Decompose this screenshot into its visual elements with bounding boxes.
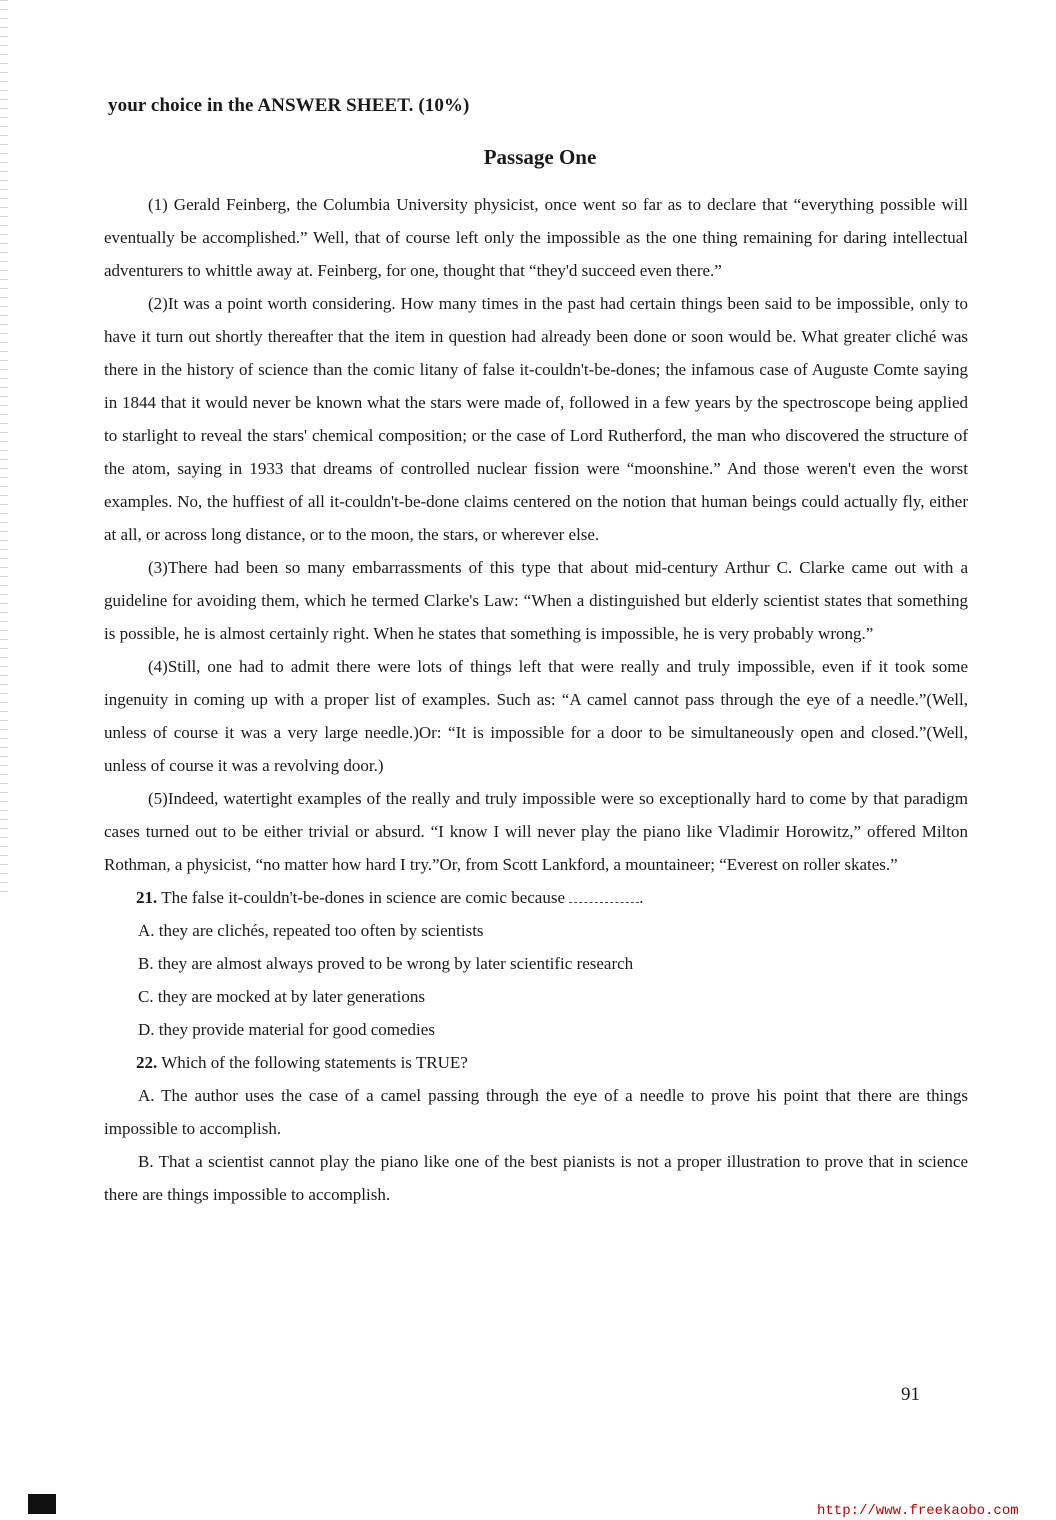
scan-edge-marks (0, 0, 8, 900)
option-22-a: A. The author uses the case of a camel passing through the eye of a needle to prove his point that there are things impossible to accomplish. (104, 1086, 968, 1138)
answer-blank (569, 888, 639, 903)
paragraph-1: (1) Gerald Feinberg, the Columbia University physicist, once went so far as to declare that “everything possible will eventually be accomplished.” Well, that of course left only the impossible as the one thing remaining for daring intellectual adventurers to whittle away at. Feinberg, for one, thought that “they'd succeed even there.” (104, 195, 968, 280)
option-21-c: C. they are mocked at by later generations (138, 987, 425, 1006)
question-21: 21. The false it-couldn't-be-dones in science are comic because . (136, 888, 644, 907)
question-number: 21. (136, 888, 158, 907)
question-stem: The false it-couldn't-be-dones in science are comic because (161, 888, 565, 907)
paragraph-5: (5)Indeed, watertight examples of the really and truly impossible were so exceptionally hard to come by that paradigm cases turned out to be either trivial or absurd. “I know I will never play the piano like Vladimir Horowitz,” offered Milton Rothman, a physicist, “no matter how hard I try.”Or, from Scott Lankford, a mountaineer; “Everest on roller skates.” (104, 789, 968, 874)
option-21-b: B. they are almost always proved to be wrong by later scientific research (138, 954, 634, 973)
page-number: 91 (901, 1384, 920, 1405)
question-number: 22. (136, 1053, 158, 1072)
section-instruction: your choice in the ANSWER SHEET. (10%) (108, 95, 470, 116)
paragraph-3: (3)There had been so many embarrassments of this type that about mid-century Arthur C. Clarke came out with a guideline for avoiding them, which he termed Clarke's Law: “When a distinguished but elderly scientist states that something is possible, he is almost certainly right. When he states that something is impossible, he is very probably wrong.” (104, 558, 968, 643)
registration-mark (28, 1494, 56, 1514)
option-21-d: D. they provide material for good comedies (138, 1020, 435, 1039)
option-21-a: A. they are clichés, repeated too often by scientists (138, 921, 484, 940)
passage-body (104, 188, 968, 1211)
passage-title: Passage One (483, 145, 597, 169)
question-stem: Which of the following statements is TRUE? (161, 1053, 468, 1072)
option-22-b: B. That a scientist cannot play the piano like one of the best pianists is not a proper illustration to prove that in science there are things impossible to accomplish. (104, 1152, 968, 1204)
footer-url[interactable]: http://www.freekaobo.com (817, 1503, 1019, 1519)
paragraph-4: (4)Still, one had to admit there were lots of things left that were really and truly impossible, even if it took some ingenuity in coming up with a proper list of examples. Such as: “A camel cannot pass through the eye of a needle.”(Well, unless of course it was a very large needle.)Or: “It is impossible for a door to be simultaneously open and closed.”(Well, unless of course it was a revolving door.) (104, 657, 968, 775)
question-22 (104, 1046, 968, 1079)
paragraph-2: (2)It was a point worth considering. How many times in the past had certain things been said to be impossible, only to have it turn out shortly thereafter that the item in question had already been done or soon would be. What greater cliché was there in the history of science than the comic litany of false it-couldn't-be-dones; the infamous case of Auguste Comte saying in 1844 that it would never be known what the stars were made of, followed in a few years by the spectroscope being applied to starlight to reveal the stars' chemical composition; or the case of Lord Rutherford, the man who discovered the structure of the atom, saying in 1933 that dreams of controlled nuclear fission were “moonshine.” And those weren't even the worst examples. No, the huffiest of all it-couldn't-be-done claims centered on the notion that human beings could actually fly, either at all, or across long distance, or to the moon, the stars, or wherever else. (104, 294, 968, 544)
